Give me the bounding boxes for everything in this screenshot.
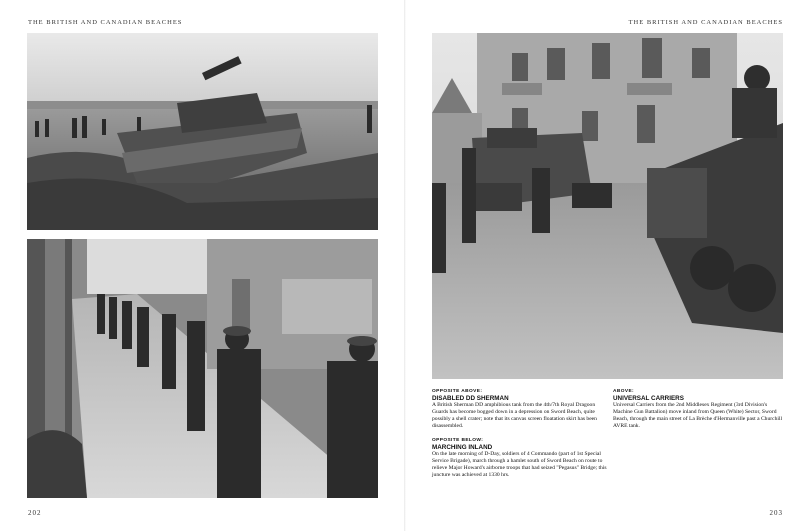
caption-disabled-dd-sherman bbox=[432, 388, 612, 431]
universal-carriers-street-photo bbox=[432, 33, 783, 379]
caption-heading: DISABLED DD SHERMAN bbox=[432, 395, 509, 403]
caption-marching-inland bbox=[432, 437, 612, 480]
caption-heading: UNIVERSAL CARRIERS bbox=[613, 395, 684, 403]
caption-body: Universal Carriers from the 2nd Middlesex Regiment (3rd Division's Machine Gun Battalion) move inland from Queen (White) Sector, Sword Beach, through the main street of La Brèche d'Hermanville past a Churchill AVRE tank. bbox=[613, 402, 783, 430]
caption-heading: MARCHING INLAND bbox=[432, 444, 493, 452]
sherman-dd-tank-photo bbox=[27, 33, 378, 230]
right-page-number: 203 bbox=[769, 509, 783, 517]
caption-body: On the late morning of D-Day, soldiers of 4 Commando (part of 1st Special Service Brigade), march through a hamlet south of Sword Beach on route to relieve Major Howard's airborne troops that had seized "Pegasus" Bridge; this juncture was achieved at 1330 hrs. bbox=[432, 451, 607, 479]
left-running-head: THE BRITISH AND CANADIAN BEACHES bbox=[28, 19, 183, 26]
caption-kicker: OPPOSITE BELOW: bbox=[432, 438, 484, 443]
commandos-marching-photo bbox=[27, 239, 378, 498]
caption-universal-carriers bbox=[613, 388, 785, 431]
caption-body: A British Sherman DD amphibious tank from the 4th/7th Royal Dragoon Guards has become bogged down in a depression on Sword Beach, quite possibly a shell crater; note that its canvas screen floatation skirt has been disassembled. bbox=[432, 402, 597, 430]
right-running-head: THE BRITISH AND CANADIAN BEACHES bbox=[628, 19, 783, 26]
page-gutter bbox=[404, 0, 406, 531]
left-page-number: 202 bbox=[28, 509, 42, 517]
caption-kicker: ABOVE: bbox=[613, 389, 635, 394]
caption-kicker: OPPOSITE ABOVE: bbox=[432, 389, 483, 394]
